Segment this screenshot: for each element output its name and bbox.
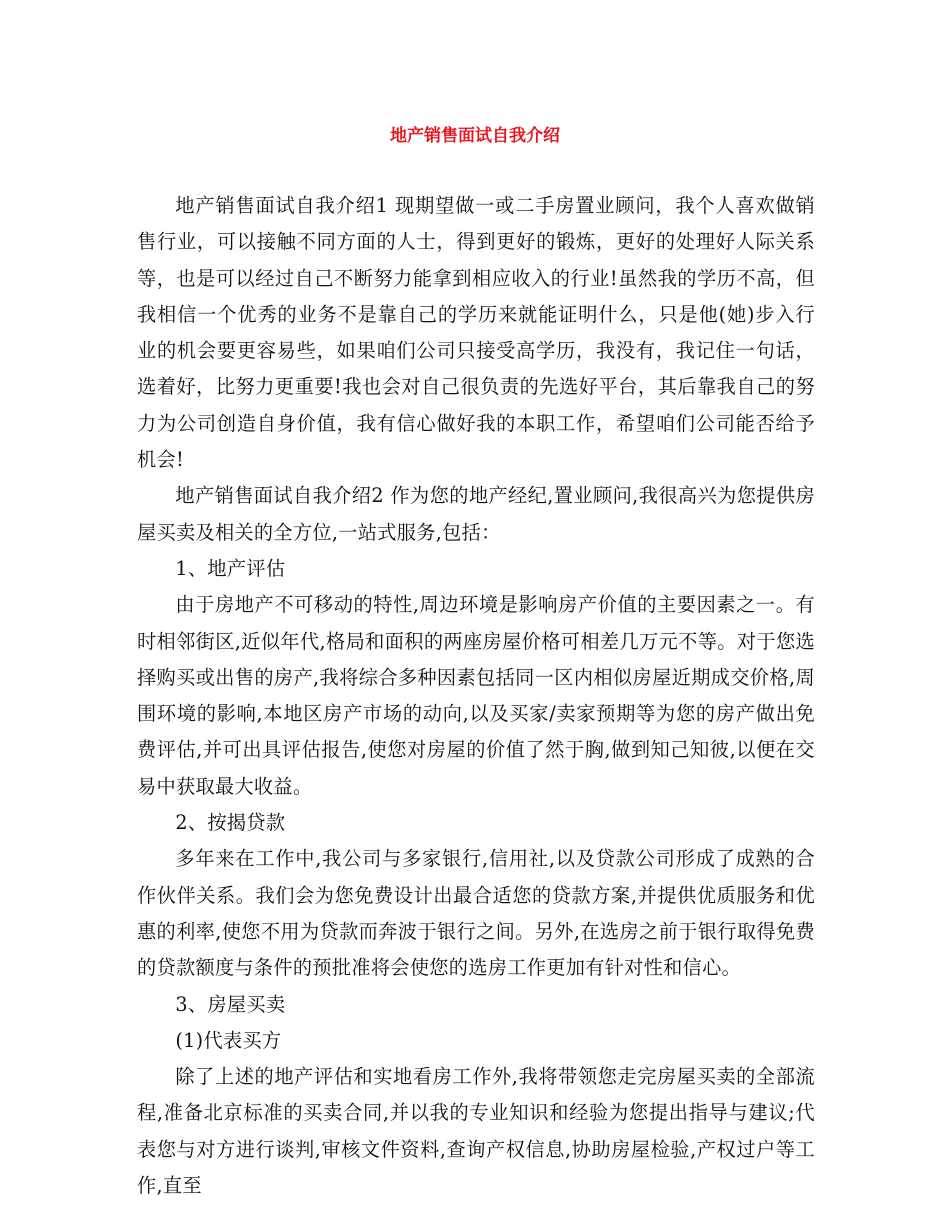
section-heading-mortgage: 2、按揭贷款	[175, 811, 286, 835]
document-title: 地产销售面试自我介绍	[390, 126, 560, 146]
paragraph-mortgage: 多年来在工作中,我公司与多家银行,信用社,以及贷款公司形成了成熟的合作伙伴关系。我们会为您免费设计出最合适您的贷款方案,并提供优质服务和优惠的利率,使您不用为贷款而奔波于银行之间。另外,在选房之前于银行取得免费的贷款额度与条件的预批准将会使您的选房工作更加有针对性和信心。	[137, 847, 815, 980]
subsection-heading-buyer: (1)代表买方	[175, 1028, 282, 1052]
paragraph-buyer: 除了上述的地产评估和实地看房工作外,我将带领您走完房屋买卖的全部流程,准备北京标准的买卖合同,并以我的专业知识和经验为您提出指导与建议;代表您与对方进行谈判,审核文件资料,查询产权信息,协助房屋检验,产权过户等工作,直至	[137, 1065, 815, 1198]
paragraph-appraisal: 由于房地产不可移动的特性,周边环境是影响房产价值的主要因素之一。有时相邻街区,近似年代,格局和面积的两座房屋价格可相差几万元不等。对于您选择购买或出售的房产,我将综合多种因素包括同一区内相似房屋近期成交价格,周围环境的影响,本地区房产市场的动向,以及买家/卖家预期等为您的房产做出免费评估,并可出具评估报告,使您对房屋的价值了然于胸,做到知己知彼,以便在交易中获取最大收益。	[137, 593, 815, 798]
section-heading-trading: 3、房屋买卖	[175, 992, 286, 1016]
paragraph-intro-2: 地产销售面试自我介绍2 作为您的地产经纪,置业顾问,我很高兴为您提供房屋买卖及相关的全方位,一站式服务,包括：	[137, 484, 815, 544]
paragraph-intro-1: 地产销售面试自我介绍1 现期望做一或二手房置业顾问，我个人喜欢做销售行业，可以接触不同方面的人士，得到更好的锻炼，更好的处理好人际关系等，也是可以经过自己不断努力能拿到相应收入的行业!虽然我的学历不高，但我相信一个优秀的业务不是靠自己的学历来就能证明什么，只是他(她)步入行业的机会要更容易些，如果咱们公司只接受高学历，我没有，我记住一句话，选着好，比努力更重要!我也会对自己很负责的先选好平台，其后靠我自己的努力为公司创造自身价值，我有信心做好我的本职工作，希望咱们公司能否给予机会!	[137, 194, 815, 472]
document-body	[137, 188, 815, 1204]
section-heading-appraisal: 1、地产评估	[175, 556, 286, 580]
